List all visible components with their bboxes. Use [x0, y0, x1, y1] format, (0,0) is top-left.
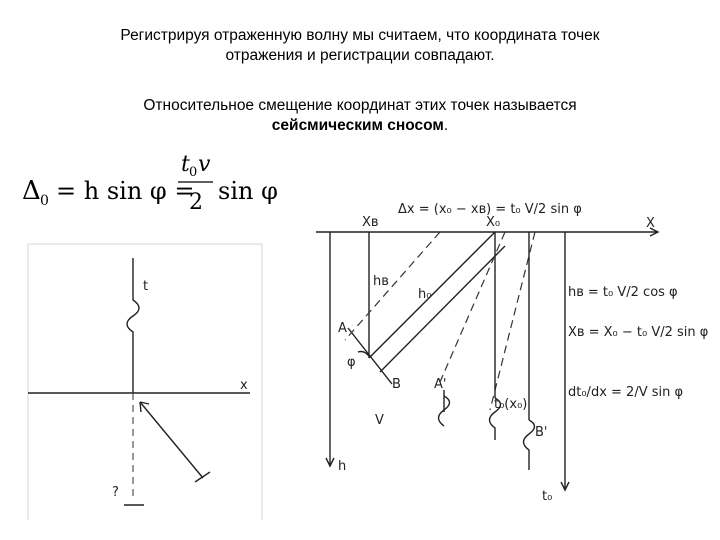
point-bprime: B': [535, 425, 548, 440]
seismic-drift-term: сейсмическим сносом: [271, 117, 444, 134]
dashed-incline-1: [345, 232, 440, 340]
right-sketch: [316, 202, 708, 504]
formula-den: 2: [189, 190, 203, 215]
h0-label: h₀: [418, 287, 432, 302]
eq-derivative: dt₀/dx = 2/V sin φ: [568, 385, 684, 400]
left-x-label: x: [240, 378, 248, 393]
eq-xb: Xʙ = X₀ − t₀ V/2 sin φ: [568, 325, 709, 340]
formula-num-sub: 0: [189, 165, 198, 180]
phi-angle: φ: [347, 355, 356, 370]
t0x0-label: t₀(x₀): [494, 397, 528, 412]
v-label: V: [375, 413, 384, 428]
left-sketch: [28, 244, 262, 520]
t0-label: t₀: [542, 489, 553, 504]
dashed-incline-3: [490, 232, 535, 410]
point-aprime: A': [434, 377, 447, 392]
formula-delta: Δ: [22, 176, 41, 206]
definition-period: .: [443, 117, 449, 134]
x0-label: X₀: [486, 215, 501, 230]
eq-hb: hʙ = t₀ V/2 cos φ: [568, 285, 678, 300]
formula-num-t: t: [181, 152, 190, 177]
intro-line-1: Регистрируя отраженную волну мы считаем, что координата точек: [120, 27, 600, 44]
h0-ray: [369, 232, 495, 358]
formula-num-v: v: [198, 152, 211, 177]
seismic-drift-formula: [22, 152, 278, 215]
left-reflector-tick: [195, 472, 210, 482]
point-a: A: [338, 321, 347, 336]
trace-bprime: [524, 420, 535, 470]
right-x-label: X: [646, 216, 655, 231]
left-t-label: t: [143, 279, 149, 294]
h-label: h: [338, 459, 347, 474]
left-question: ?: [112, 485, 119, 500]
formula-tail: sin φ: [218, 177, 278, 205]
xb-label: Xʙ: [362, 215, 379, 230]
definition-line-1: Относительное смещение координат этих точек называется: [143, 97, 577, 114]
intro-line-2: отражения и регистрации совпадают.: [225, 47, 495, 64]
left-ray: [140, 402, 203, 478]
point-b: B: [392, 377, 401, 392]
hb-label: hʙ: [373, 274, 389, 289]
formula-middle: = h sin φ =: [56, 177, 195, 205]
formula-delta-sub: 0: [40, 193, 49, 209]
h0-ray-parallel: [380, 246, 505, 372]
top-formula: Δx = (x₀ − xʙ) = t₀ V/2 sin φ: [398, 202, 582, 217]
left-trace: [127, 258, 139, 393]
